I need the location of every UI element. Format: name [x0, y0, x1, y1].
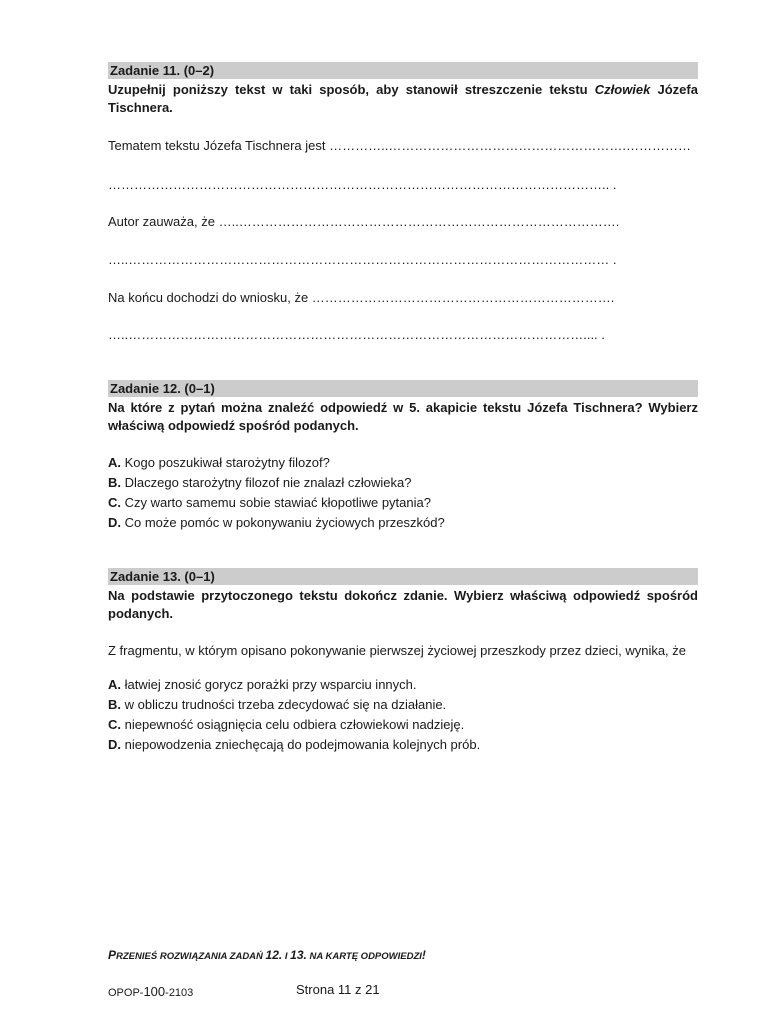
option-text: w obliczu trudności trzeba zdecydować się na działanie. [121, 697, 447, 712]
code-part: -2103 [165, 987, 194, 999]
option-text: łatwiej znosić gorycz porażki przy wsparciu innych. [121, 677, 417, 692]
transfer-answers-note [108, 948, 426, 962]
task-13 [108, 568, 698, 755]
answer-line-6[interactable] [108, 327, 605, 343]
answer-dots: …..…………………………………………………………………………………………….... . [108, 327, 605, 342]
note-number: 12. [265, 948, 283, 962]
option-d[interactable] [108, 513, 698, 533]
option-letter: B. [108, 697, 121, 712]
task-13-header: Zadanie 13. (0–1) [108, 568, 698, 585]
option-text: Dlaczego starożytny filozof nie znalazł człowieka? [121, 475, 412, 490]
note-text: ! [421, 948, 426, 962]
option-c[interactable] [108, 493, 698, 513]
task-13-options [108, 675, 698, 755]
option-letter: C. [108, 717, 121, 732]
task-11-instruction [108, 81, 698, 117]
task-11 [108, 62, 698, 117]
note-text: I [282, 951, 291, 962]
code-part: OPOP- [108, 987, 144, 999]
option-d[interactable] [108, 735, 698, 755]
option-letter: D. [108, 515, 121, 530]
option-a[interactable] [108, 453, 698, 473]
note-number: 13. [290, 948, 307, 962]
task-11-header: Zadanie 11. (0–2) [108, 62, 698, 79]
instruction-text-end: Józefa Tischnera. [108, 82, 698, 115]
task-12 [108, 380, 698, 533]
option-text: Kogo poszukiwał starożytny filozof? [121, 455, 330, 470]
answer-label: Autor zauważa, że [108, 214, 219, 229]
option-text: niepowodzenia zniechęcają do podejmowania kolejnych prób. [121, 737, 481, 752]
code-part: 100 [143, 984, 166, 999]
answer-dots: …..……………………………………………………………………………. [218, 214, 620, 229]
task-12-instruction: Na które z pytań można znaleźć odpowiedź w 5. akapicie tekstu Józefa Tischnera? Wybierz właściwą odpowiedź spośród podanych. [108, 400, 698, 433]
page-number: Strona 11 z 21 [296, 982, 380, 997]
task-12-header: Zadanie 12. (0–1) [108, 380, 698, 397]
option-text: Czy warto samemu sobie stawiać kłopotliwe pytania? [121, 495, 431, 510]
answer-dots: ……………………………………………………………. [311, 290, 615, 305]
note-text: NA KARTĘ ODPOWIEDZI [306, 951, 422, 962]
text-title: Człowiek [594, 82, 651, 97]
option-letter: D. [108, 737, 121, 752]
answer-dots: …………..……………………………………………….…………… [329, 138, 691, 153]
option-b[interactable] [108, 695, 698, 715]
option-a[interactable] [108, 675, 698, 695]
note-text: P [108, 948, 117, 962]
answer-line-1[interactable] [108, 138, 691, 154]
option-b[interactable] [108, 473, 698, 493]
answer-line-4[interactable] [108, 252, 616, 268]
answer-line-3[interactable] [108, 214, 619, 230]
option-letter: B. [108, 475, 121, 490]
task-13-stem: Z fragmentu, w którym opisano pokonywanie pierwszej życiowej przeszkody przez dzieci, wynika, że [108, 643, 687, 658]
exam-code [108, 984, 193, 999]
option-letter: A. [108, 677, 121, 692]
answer-label: Na końcu dochodzi do wniosku, że [108, 290, 312, 305]
answer-line-5[interactable] [108, 290, 614, 306]
option-letter: C. [108, 495, 121, 510]
answer-label: Tematem tekstu Józefa Tischnera jest [108, 138, 330, 153]
option-c[interactable] [108, 715, 698, 735]
instruction-text: Uzupełnij poniższy tekst w taki sposób, aby stanowił streszczenie tekstu [108, 82, 595, 97]
option-text: niepewność osiągnięcia celu odbiera człowiekowi nadzieję. [121, 717, 465, 732]
option-text: Co może pomóc w pokonywaniu życiowych przeszkód? [121, 515, 445, 530]
option-letter: A. [108, 455, 121, 470]
answer-dots: …..………………………………………………………………………………………………… . [108, 252, 617, 267]
note-text: RZENIEŚ ROZWIĄZANIA ZADAŃ [116, 951, 266, 962]
task-13-instruction: Na podstawie przytoczonego tekstu dokończ zdanie. Wybierz właściwą odpowiedź spośród podanych. [108, 588, 698, 621]
answer-dots: …………………………………………………………………………………………………….. . [108, 177, 617, 192]
task-12-options [108, 453, 698, 533]
answer-line-2[interactable] [108, 177, 616, 193]
